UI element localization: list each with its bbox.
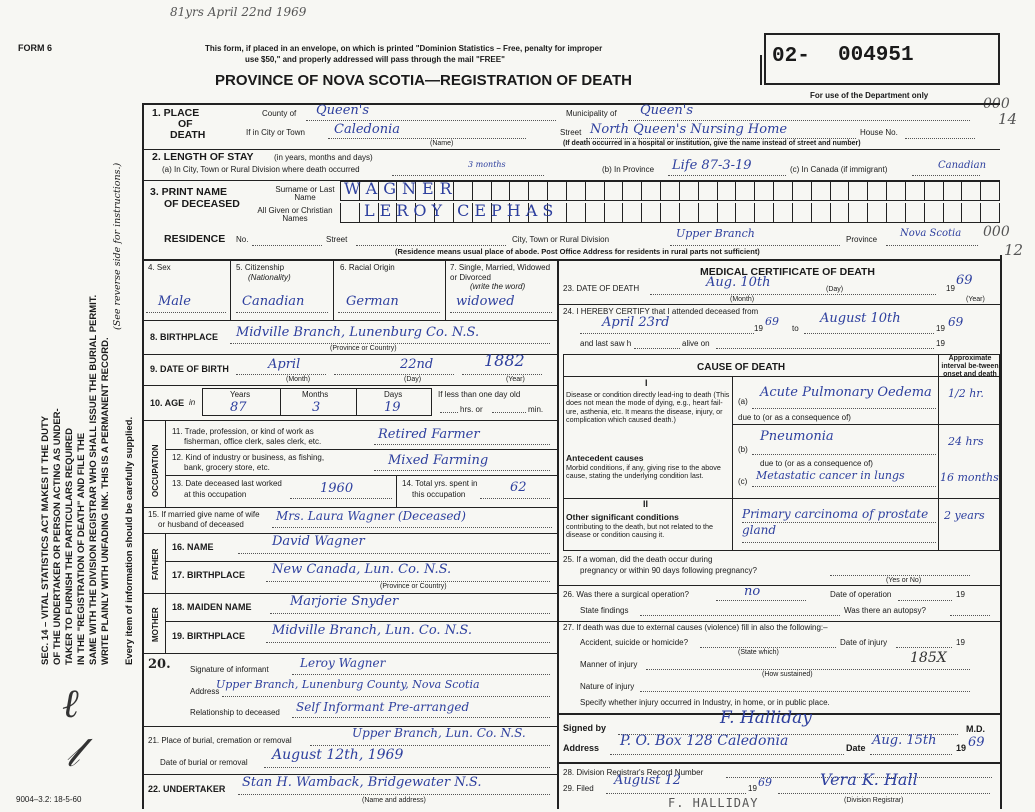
mother-birthplace-value: Midville Branch, Lun. Co. N.S.: [272, 623, 472, 638]
alive-year-prefix: 19: [936, 339, 945, 348]
mother-birthplace-label: 19. BIRTHPLACE: [172, 631, 246, 641]
filed-year-prefix: 19: [748, 784, 757, 793]
cause-b: Pneumonia: [760, 429, 834, 444]
lessday-label: If less than one day old: [438, 390, 521, 399]
informant-sig-value: Leroy Wagner: [300, 656, 386, 670]
residence-division-label: City, Town or Rural Division: [512, 235, 610, 244]
place-label-3: DEATH: [170, 129, 206, 141]
name-caption: (Name): [430, 140, 454, 147]
industry-value: Mixed Farming: [388, 453, 489, 468]
city-label: If in City or Town: [246, 128, 305, 137]
antecedent-text: Morbid conditions, if any, giving rise to the above cause, stating the underlying condition last.: [566, 463, 721, 481]
residence-label: RESIDENCE: [164, 233, 226, 245]
industry-label: 12. Kind of industry or business, as fishing,: [172, 453, 325, 462]
roman-2: II: [643, 499, 649, 509]
hospital-note: (If death occurred in a hospital or institution, give the name instead of street and number): [563, 140, 861, 147]
certify-label: 24. I HEREBY CERTIFY that I attended deceased from: [563, 307, 759, 316]
antecedent-title: Antecedent causes: [566, 453, 644, 463]
name-label-2: OF DECEASED: [164, 198, 240, 210]
dod-month-caption: (Month): [730, 296, 755, 303]
mother-maiden-label: 18. MAIDEN NAME: [172, 602, 252, 612]
year-b: 69: [948, 315, 964, 329]
dob-day: 22nd: [400, 357, 434, 372]
sex-value: Male: [158, 294, 191, 309]
margin-code-1: 000: [983, 96, 1010, 112]
filed-year: 69: [758, 776, 772, 789]
form-title: PROVINCE OF NOVA SCOTIA—REGISTRATION OF DEATH: [215, 72, 632, 89]
med-address-value: P. O. Box 128 Caledonia: [620, 733, 789, 749]
operation-date-label: Date of operation: [830, 590, 892, 599]
surgery-label: 26. Was there a surgical operation?: [563, 590, 689, 599]
residence-province-value: Nova Scotia: [900, 228, 962, 239]
given-value: LEROY CEPHAS: [364, 201, 559, 220]
lastworked-label: 13. Date deceased last worked: [172, 479, 282, 488]
med-date-year-prefix: 19: [956, 743, 967, 753]
other-text: contributing to the death, but not related to the disease or condition causing it.: [566, 522, 714, 540]
totalyrs-label-2: this occupation: [412, 490, 466, 499]
citizenship-value: Canadian: [242, 294, 305, 309]
marital-sub: (write the word): [470, 282, 526, 291]
father-caption: (Province or Country): [380, 583, 447, 590]
dob-label: 9. DATE OF BIRTH: [150, 364, 229, 374]
age-in: in: [189, 398, 196, 407]
margin-code-4: 12: [1004, 241, 1024, 259]
medical-title: MEDICAL CERTIFICATE OF DEATH: [700, 266, 875, 278]
trade-label: 11. Trade, profession, or kind of work as: [172, 427, 314, 436]
cause-c: Metastatic cancer in lungs: [756, 469, 905, 482]
years-label: Years: [230, 390, 251, 399]
surname-label: Surname or Last Name: [275, 185, 335, 202]
residence-no-label: No.: [236, 235, 249, 244]
year-a: 69: [765, 315, 779, 328]
other-title: Other significant conditions: [566, 512, 679, 522]
industry-label-2: bank, grocery store, etc.: [184, 463, 270, 472]
stay-label: 2. LENGTH OF STAY: [152, 151, 254, 163]
record-number-label: 28. Division Registrar's Record Number: [563, 768, 704, 777]
surgery-value: no: [744, 584, 761, 599]
top-pencil-note: 81yrs April 22nd 1969: [170, 5, 307, 19]
spouse-label-2: or husband of deceased: [158, 520, 244, 529]
form-id: FORM 6: [18, 43, 53, 53]
frame-middle-divider: [557, 260, 559, 809]
attended-to: August 10th: [820, 311, 901, 326]
manner-label: Manner of injury: [580, 660, 638, 669]
registrar-caption: (Division Registrar): [844, 797, 904, 804]
how-sustained-caption: (How sustained): [762, 671, 813, 678]
mother-side-label: MOTHER: [151, 607, 160, 642]
last-saw-label: and last saw h: [580, 339, 632, 348]
notice-line-1: This form, if placed in an envelope, on which is printed "Dominion Statistics – Free, penalty for improper: [205, 44, 603, 53]
alive-on-label: alive on: [682, 339, 710, 348]
accident-label: Accident, suicide or homicide?: [580, 638, 689, 647]
racial-label: 6. Racial Origin: [340, 263, 395, 272]
place-label: 1. PLACE: [152, 107, 200, 119]
doctor-stamp: F. HALLIDAY: [668, 796, 759, 810]
house-label: House No.: [860, 128, 898, 137]
spouse-label: 15. If married give name of wife: [148, 510, 260, 519]
residence-division-value: Upper Branch: [676, 227, 755, 240]
municipality-label: Municipality of: [566, 109, 617, 118]
burial-date-label: Date of burial or removal: [160, 758, 248, 767]
marital-value: widowed: [456, 294, 515, 309]
age-label: 10. AGE: [150, 398, 185, 408]
b-label: (b): [738, 445, 748, 454]
informant-relationship-label: Relationship to deceased: [190, 708, 280, 717]
municipality-value: Queen's: [640, 103, 694, 118]
side-text-line-8: Every item of information should be carefully supplied.: [124, 416, 135, 665]
undertaker-value: Stan H. Wamback, Bridgewater N.S.: [242, 775, 482, 790]
med-date-value: Aug. 15th: [872, 733, 937, 748]
state-which-caption: (State which): [738, 649, 779, 656]
side-text-line-6: WRITE PLAINLY WITH UNFADING INK. THIS IS A PERMANENT RECORD.: [100, 337, 111, 665]
pregnancy-label: 25. If a woman, did the death occur during: [563, 555, 713, 564]
dob-month: April: [268, 357, 301, 372]
birthplace-label: 8. BIRTHPLACE: [150, 332, 219, 342]
hrs-label: hrs. or: [460, 405, 483, 414]
signed-label: Signed by: [563, 723, 607, 733]
stay-c-label: (c) In Canada (if immigrant): [790, 165, 888, 174]
interval-c: 16 months: [940, 471, 999, 484]
county-label: County of: [262, 109, 297, 118]
spouse-value: Mrs. Laura Wagner (Deceased): [276, 509, 466, 523]
operation-year-prefix: 19: [956, 590, 965, 599]
dob-year-caption: (Year): [506, 376, 525, 383]
lastworked-value: 1960: [320, 481, 354, 496]
given-label: All Given or Christian Names: [257, 206, 333, 223]
totalyrs-label: 14. Total yrs. spent in: [402, 479, 478, 488]
frame-left-border: [142, 103, 144, 809]
med-address-label: Address: [563, 743, 600, 753]
stay-b-value: Life 87-3-19: [672, 158, 752, 173]
side-text-line-5: SAME WITH THE DIVISION REGISTRAR WHO SHALL ISSUE THE BURIAL PERMIT.: [88, 294, 99, 665]
informant-relationship-value: Self Informant Pre-arranged: [296, 700, 470, 714]
informant-sig-label: Signature of informant: [190, 665, 269, 674]
occupation-side-label: OCCUPATION: [151, 444, 160, 497]
filed-label: 29. Filed: [563, 784, 594, 793]
residence-note: (Residence means usual place of abode. Post Office Address for residents in rural parts not sufficient): [395, 247, 760, 256]
interval-label: Approximate interval be-tween onset and death: [941, 355, 999, 378]
father-side-label: FATHER: [151, 548, 160, 580]
father-birthplace-label: 17. BIRTHPLACE: [172, 570, 246, 580]
undertaker-caption: (Name and address): [362, 797, 426, 804]
side-text-line-2: OF THE UNDERTAKER OR PERSON ACTING AS UNDER-: [52, 408, 63, 665]
year-prefix-b: 19: [936, 324, 945, 333]
interval-a: 1/2 hr.: [948, 387, 984, 400]
med-date-label: Date: [846, 743, 866, 753]
dept-use-label: For use of the Department only: [810, 91, 929, 100]
dob-year: 1882: [484, 351, 525, 370]
age-months: 3: [312, 400, 321, 415]
stay-c-value: Canadian: [938, 160, 987, 171]
signed-value: F. Halliday: [720, 708, 812, 728]
age-days: 19: [384, 400, 401, 415]
surname-value: WAGNER: [344, 179, 458, 198]
side-text-line-1: SEC. 14 – VITAL STATISTICS ACT MAKES IT THE DUTY: [40, 415, 51, 665]
yes-no-caption: (Yes or No): [886, 577, 922, 584]
father-birthplace-value: New Canada, Lun. Co. N.S.: [272, 562, 452, 577]
informant-address-value: Upper Branch, Lunenburg County, Nova Scotia: [216, 678, 480, 691]
notice-line-2: use $50," and properly addressed will pass through the mail "FREE": [245, 55, 505, 64]
dob-day-caption: (Day): [404, 376, 422, 383]
marital-label: 7. Single, Married, Widowed or Divorced: [450, 263, 551, 282]
footer-code: 9004–3.2: 18-5-60: [16, 795, 82, 804]
nature-label: Nature of injury: [580, 682, 635, 691]
undertaker-label: 22. UNDERTAKER: [148, 784, 226, 794]
days-label: Days: [384, 390, 403, 399]
industry-injury-label: Specify whether injury occurred in Industry, in home, or in public place.: [580, 698, 830, 707]
street-value: North Queen's Nursing Home: [590, 122, 788, 137]
to-label: to: [792, 324, 799, 333]
birthplace-caption: (Province or Country): [330, 345, 397, 352]
residence-street-label: Street: [326, 235, 348, 244]
city-value: Caledonia: [334, 122, 400, 137]
attended-from: April 23rd: [602, 315, 670, 330]
other-cause: Primary carcinoma of prostate gland: [742, 507, 929, 537]
reg-number: 004951: [838, 44, 914, 67]
father-name-label: 16. NAME: [172, 542, 214, 552]
cause-a: Acute Pulmonary Oedema: [760, 385, 932, 400]
md-label: M.D.: [966, 724, 985, 734]
dod-year-caption: (Year): [966, 296, 985, 303]
lastworked-label-2: at this occupation: [184, 490, 247, 499]
side-text-line-3: TAKER TO FURNISH THE PARTICULARS REQUIRED: [64, 428, 75, 665]
roman-1: I: [645, 378, 648, 388]
year-prefix-a: 19: [754, 324, 763, 333]
mother-maiden-value: Marjorie Snyder: [290, 594, 399, 609]
birthplace-value: Midville Branch, Lunenburg Co. N.S.: [236, 325, 480, 340]
totalyrs-value: 62: [510, 480, 527, 495]
due-to-b: due to (or as a consequence of): [760, 459, 873, 468]
autopsy-label: Was there an autopsy?: [844, 606, 926, 615]
place-label-2: OF: [178, 118, 193, 130]
burial-date-value: August 12th, 1969: [272, 747, 404, 763]
side-text-line-4: IN THE "REGISTRATION OF DEATH" AND FILE THE: [76, 432, 87, 665]
dod-year: 69: [956, 273, 973, 288]
dod-year-prefix: 19: [946, 284, 955, 293]
margin-scribble: ℓ: [62, 681, 79, 727]
dob-month-caption: (Month): [286, 376, 311, 383]
state-findings-label: State findings: [580, 606, 629, 615]
trade-label-2: fisherman, office clerk, sales clerk, etc.: [184, 437, 322, 446]
min-label: min.: [528, 405, 544, 414]
external-label: 27. If death was due to external causes (violence) fill in also the following:–: [563, 623, 828, 632]
frame-right-border: [1000, 255, 1002, 809]
dod-month: Aug. 10th: [706, 275, 771, 290]
filed-value: August 12: [614, 773, 682, 788]
a-label: (a): [738, 397, 748, 406]
stay-hint: (in years, months and days): [274, 153, 373, 162]
margin-code-3: 000: [983, 224, 1010, 240]
disease-label: Disease or condition directly lead-ing to death (This does not mean the mode of dying, e.g., heart fail-ure, asthenia, etc. It means the disease, injury, or complication which caused death.): [566, 390, 730, 425]
trade-value: Retired Farmer: [378, 427, 480, 442]
name-label: 3. PRINT NAME: [150, 186, 228, 198]
dod-day-label: (Day): [826, 286, 844, 293]
burial-place-label: 21. Place of burial, cremation or removal: [148, 736, 292, 745]
age-years: 87: [230, 400, 247, 415]
margin-scribble-2: 𝓁: [66, 730, 80, 776]
med-date-year: 69: [968, 735, 985, 750]
racial-value: German: [346, 294, 399, 309]
side-text-line-7: (See reverse side for instructions.): [112, 162, 123, 330]
cause-title: CAUSE OF DEATH: [697, 362, 786, 373]
interval-other: 2 years: [944, 509, 985, 522]
street-label: Street: [560, 128, 582, 137]
dod-label: 23. DATE OF DEATH: [563, 284, 640, 293]
pregnancy-label-2: pregnancy or within 90 days following pregnancy?: [580, 566, 757, 575]
pencil-mark: 185X: [910, 650, 947, 666]
registrar-signature: Vera K. Hall: [820, 770, 918, 789]
due-to-a: due to (or as a consequence of): [738, 413, 851, 422]
stay-b-label: (b) In Province: [602, 165, 655, 174]
informant-address-label: Address: [190, 687, 220, 696]
citizenship-sub: (Nationality): [248, 273, 291, 282]
burial-place-value: Upper Branch, Lun. Co. N.S.: [352, 726, 526, 740]
citizenship-label: 5. Citizenship: [236, 263, 285, 272]
interval-b: 24 hrs: [948, 435, 984, 448]
stay-a-label: (a) In City, Town or Rural Division where death occurred: [162, 165, 360, 174]
stay-a-value: 3 months: [468, 160, 506, 169]
injury-year-prefix: 19: [956, 638, 965, 647]
sex-label: 4. Sex: [148, 263, 171, 272]
margin-code-2: 14: [998, 110, 1018, 128]
father-name-value: David Wagner: [272, 534, 365, 549]
informant-num: 20.: [148, 657, 171, 672]
months-label: Months: [302, 390, 329, 399]
injury-date-label: Date of injury: [840, 638, 888, 647]
c-label: (c): [738, 477, 748, 486]
county-value: Queen's: [316, 103, 370, 118]
reg-prefix: 02-: [772, 45, 810, 68]
residence-province-label: Province: [846, 235, 878, 244]
